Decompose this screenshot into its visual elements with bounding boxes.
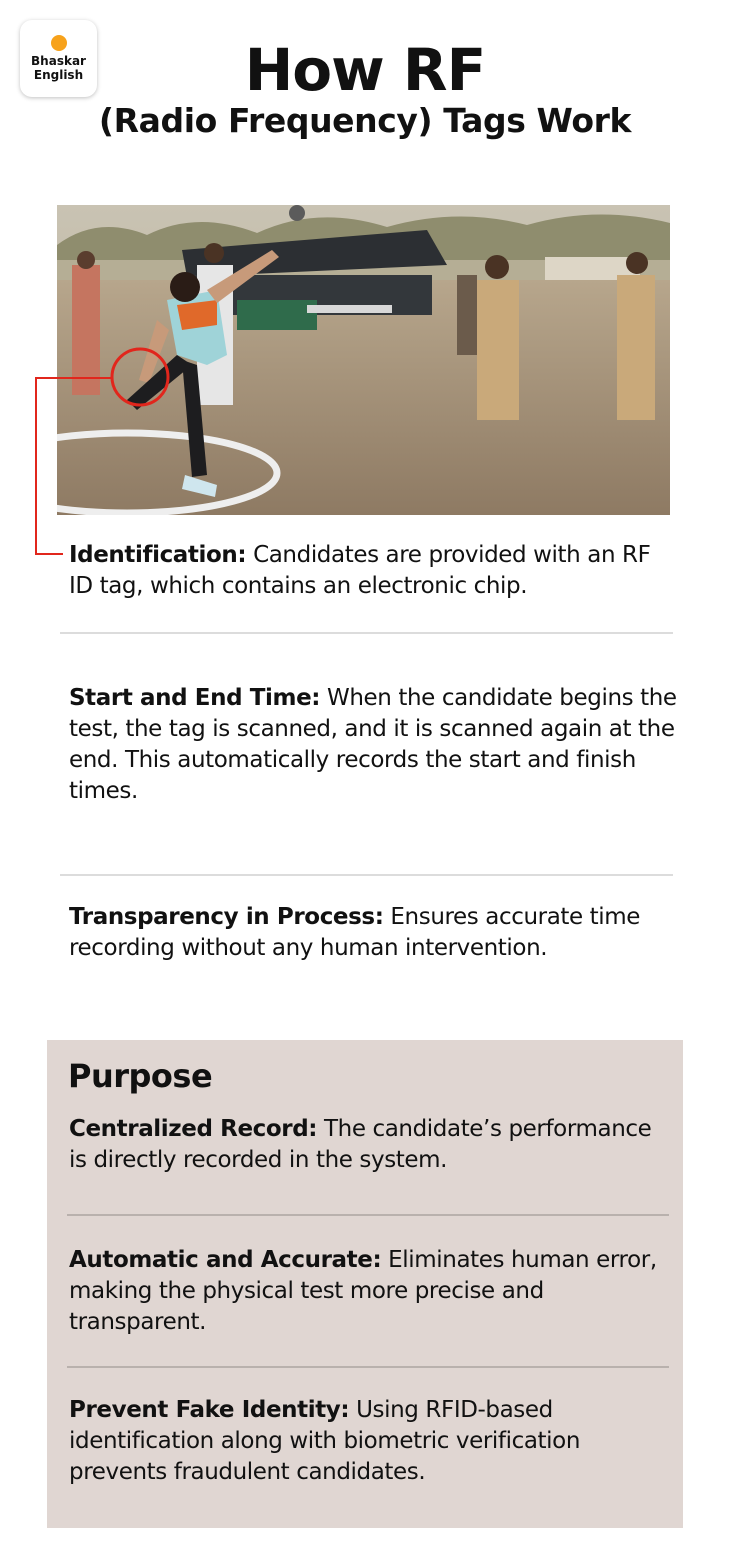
step-text: When the candidate begins the test, the tag is scanned, and it is scanned again at the end. This automatically records the start and finish times. — [69, 685, 677, 804]
purpose-title: Purpose — [68, 1057, 213, 1095]
purpose-item-centralized-record — [69, 1114, 669, 1176]
divider — [60, 632, 673, 634]
callout-line-top — [35, 377, 113, 379]
step-start-end-time — [69, 683, 679, 807]
logo-line-2: English — [33, 68, 84, 82]
page-title: How RF — [244, 36, 486, 104]
callout-line-vertical — [35, 378, 37, 555]
purpose-section — [47, 1040, 683, 1528]
logo-line-1: Bhaskar — [31, 54, 86, 68]
shot-put-test-photo — [57, 205, 670, 515]
step-text: Ensures accurate time recording without any human intervention. — [69, 904, 641, 961]
page-subtitle: (Radio Frequency) Tags Work — [98, 101, 632, 140]
purpose-item-label: Centralized Record: — [69, 1116, 318, 1142]
step-identification — [69, 540, 679, 602]
step-text: Candidates are provided with an RF ID tag, which contains an electronic chip. — [69, 542, 651, 599]
purpose-divider — [67, 1366, 669, 1368]
purpose-item-text: Eliminates human error, making the physical test more precise and transparent. — [69, 1247, 657, 1335]
purpose-item-label: Automatic and Accurate: — [69, 1247, 382, 1273]
purpose-item-text: Using RFID-based identification along with biometric verification prevents fraudulent candidates. — [69, 1397, 581, 1485]
purpose-item-prevent-fake-identity — [69, 1395, 669, 1488]
purpose-item-text: The candidate’s performance is directly recorded in the system. — [69, 1116, 652, 1173]
divider — [60, 874, 673, 876]
step-label: Start and End Time: — [69, 685, 321, 711]
step-transparency — [69, 902, 679, 964]
purpose-item-automatic-accurate — [69, 1245, 669, 1338]
purpose-divider — [67, 1214, 669, 1216]
purpose-item-label: Prevent Fake Identity: — [69, 1397, 350, 1423]
callout-line-bottom — [35, 553, 63, 555]
step-label: Identification: — [69, 542, 247, 568]
step-label: Transparency in Process: — [69, 904, 384, 930]
